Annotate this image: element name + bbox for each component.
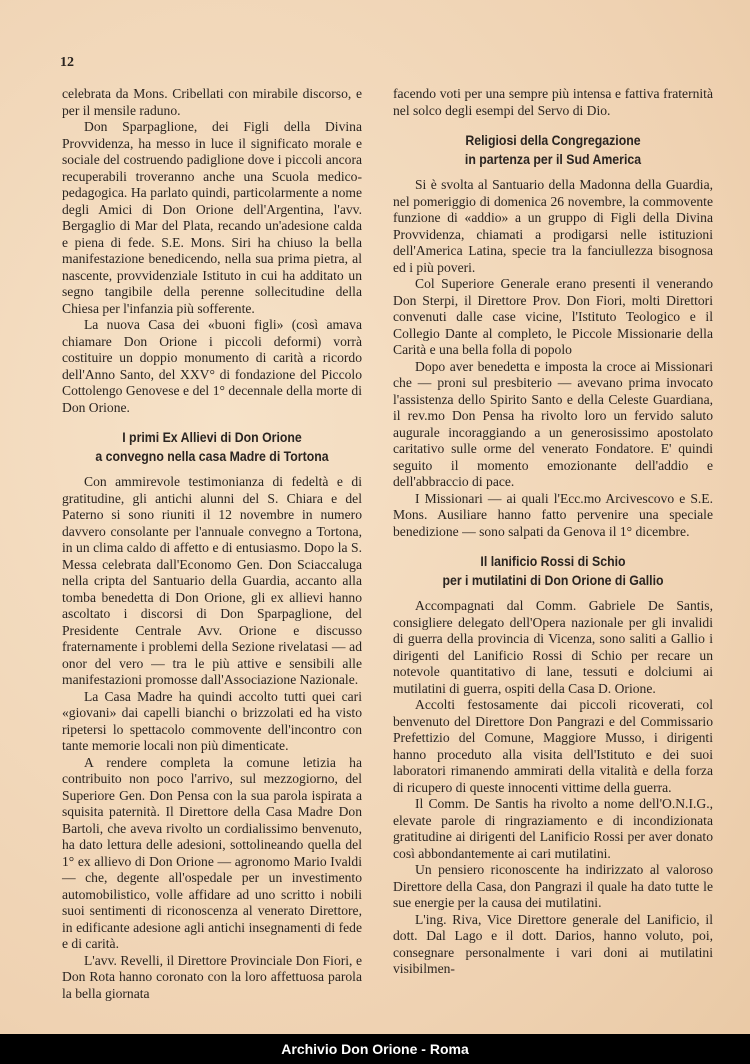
continuation-paragraph: facendo voti per una sempre più intensa e fattiva fraternità nel solco degli esempi del Servo di Dio.: [393, 86, 713, 118]
archive-footer-label: Archivio Don Orione - Roma: [0, 1034, 750, 1064]
heading-line: Religiosi della Congregazione: [465, 132, 641, 148]
right-column: [393, 86, 713, 978]
heading-line: per i mutilatini di Don Orione di Gallio: [442, 572, 664, 588]
article-heading-lanificio: [412, 552, 694, 590]
article-paragraph: L'ing. Riva, Vice Direttore generale del Lanificio, il dott. Dal Lago e il dott. Darios, hanno voluto, poi, consegnare personalmente i vari doni ai mutilatini visibilmen-: [393, 911, 713, 976]
intro-paragraph: La nuova Casa dei «buoni figli» (così amava chiamare Don Orione i piccoli deformi) vorrà costituire un doppio monumento di carità a ricordo dell'Anno Santo, del XXV° di fondazione del Piccolo Cottolengo Genovese e del 1° decennale della morte di Don Orione.: [62, 317, 362, 415]
article-heading-religiosi: [412, 131, 694, 169]
article-paragraph: L'avv. Revelli, il Direttore Provinciale Don Fiori, e Don Rota hanno coronato con la loro affettuosa parola la bella giornata: [62, 952, 362, 1001]
article-paragraph: La Casa Madre ha quindi accolto tutti quei cari «giovani» dai capelli bianchi o brizzolati ed ha visto ripetersi lo spettacolo commovente dell'incontro con tante memorie locali non più dimenticate.: [62, 688, 362, 753]
article-paragraph: I Missionari — ai quali l'Ecc.mo Arcivescovo e S.E. Mons. Ausiliare hanno fatto pervenire una speciale benedizione — sono salpati da Genova il 1° dicembre.: [393, 490, 713, 539]
article-paragraph: Dopo aver benedetta e imposta la croce ai Missionari che — proni sul presbiterio — avevano prima invocato l'assistenza dello Spirito Santo e della Celeste Guardiana, il rev.mo Don Pensa ha rivolto loro un fervido saluto augurale incoraggiando a un generosissimo apostolato caritativo sulle orme del venerato Fondatore. E' quindi seguito il momento emozionante dell'addio e dell'abbraccio di pace.: [393, 358, 713, 489]
heading-line: in partenza per il Sud America: [464, 151, 642, 167]
left-column: [62, 86, 362, 1002]
heading-line: a convegno nella casa Madre di Tortona: [95, 448, 329, 464]
article-heading-ex-allievi: [80, 428, 344, 466]
page-number: 12: [60, 55, 74, 70]
intro-paragraph: celebrata da Mons. Cribellati con mirabile discorso, e per il mensile raduno.: [62, 86, 362, 118]
article-paragraph: Si è svolta al Santuario della Madonna della Guardia, nel pomeriggio di domenica 26 novembre, la commovente funzione di «addio» a un gruppo di Figli della Divina Provvidenza, chiamati a prodigarsi nelle istituzioni dell'America Latina, specie tra la fanciullezza bisognosa ed i più poveri.: [393, 177, 713, 275]
heading-line: Il lanificio Rossi di Schio: [480, 553, 626, 569]
article-paragraph: Accolti festosamente dai piccoli ricoverati, col benvenuto del Direttore Don Pangrazi e del Commissario Prefettizio del Comune, Maggiore Musso, i dirigenti hanno proceduto alla visita dell'Istituto e dei suoi laboratori rimanendo ammirati della vitalità e della forza di ricupero di queste innocenti vittime della guerra.: [393, 697, 713, 795]
article-paragraph: A rendere completa la comune letizia ha contribuito non poco l'arrivo, sul mezzogiorno, del Superiore Gen. Don Pensa con la sua parola ispirata a squisita paternità. Il Direttore della Casa Madre Don Bartoli, che aveva rivolto un cordialissimo benvenuto, ha dato lettura delle adesioni, sottolineando quella del 1° ex allievo di Don Orione — agronomo Mario Ivaldi — che, degente all'ospedale per un investimento automobilistico, volle affidare ad uno scritto i nobili suoi sentimenti di riconoscenza al venerato Direttore, in edificante adesione agli antichi insegnamenti di fede e di carità.: [62, 754, 362, 951]
article-paragraph: Accompagnati dal Comm. Gabriele De Santis, consigliere delegato dell'Opera nazionale per gli invalidi di guerra della provincia di Vicenza, sono saliti a Gallio i dirigenti del Lanificio Rossi di Schio per recare un notevole quantitativo di lane, tessuti e dolciumi ai mutilatini di guerra, ospiti della Casa D. Orione.: [393, 598, 713, 696]
article-paragraph: Con ammirevole testimonianza di fedeltà e di gratitudine, gli antichi alunni del S. Chiara e del Paterno si sono riuniti il 12 novembre in numero davvero consolante per l'annuale convegno a Tortona, in un clima caldo di affetto e di entusiasmo. Dopo la S. Messa celebrata dall'Economo Gen. Don Sciaccaluga nella cripta del Santuario della Guardia, accanto alla tomba benedetta di Don Orione, gli ex allievi hanno ascoltato i discorsi di Don Sparpaglione, del Presidente Centrale Avv. Orione e discusso fraternamente i problemi della Sezione rivelatasi — ad onor del vero — tra le più attive e sensibili alle manifestazioni promosse dall'Associazione Nazionale.: [62, 474, 362, 687]
intro-paragraph: Don Sparpaglione, dei Figli della Divina Provvidenza, ha messo in luce il significato morale e sociale del costruendo padiglione dove i piccoli ancora recuperabili troveranno anche una Scuola medico-pedagogica. Ha parlato quindi, particolarmente a nome degli Amici di Don Orione dell'Argentina, l'avv. Bergaglio di Mar del Plata, recando un'adesione calda e piena di fede. S.E. Mons. Siri ha chiuso la bella manifestazione benedicendo, nella sua prima pietra, al nascente, provvidenziale Istituto in cui ha additato un segno tangibile della perenne sollecitudine della Chiesa per l'infanzia più sofferente.: [62, 119, 362, 316]
heading-line: I primi Ex Allievi di Don Orione: [122, 429, 302, 445]
article-paragraph: Il Comm. De Santis ha rivolto a nome dell'O.N.I.G., elevate parole di ringraziamento e di incondizionata gratitudine ai dirigenti del Lanificio Rossi per aver donato così abbondantemente ai cari mutilatini.: [393, 796, 713, 861]
article-paragraph: Un pensiero riconoscente ha indirizzato al valoroso Direttore della Casa, don Pangrazi il quale ha dato tutte le sue energie per la causa dei mutilatini.: [393, 862, 713, 910]
article-paragraph: Col Superiore Generale erano presenti il venerando Don Sterpi, il Direttore Prov. Don Fiori, molti Direttori convenuti dalle case vicine, l'Istituto Teologico e il Collegio Dante al completo, le Piccole Missionarie della Carità e una bella folla di popolo: [393, 276, 713, 357]
